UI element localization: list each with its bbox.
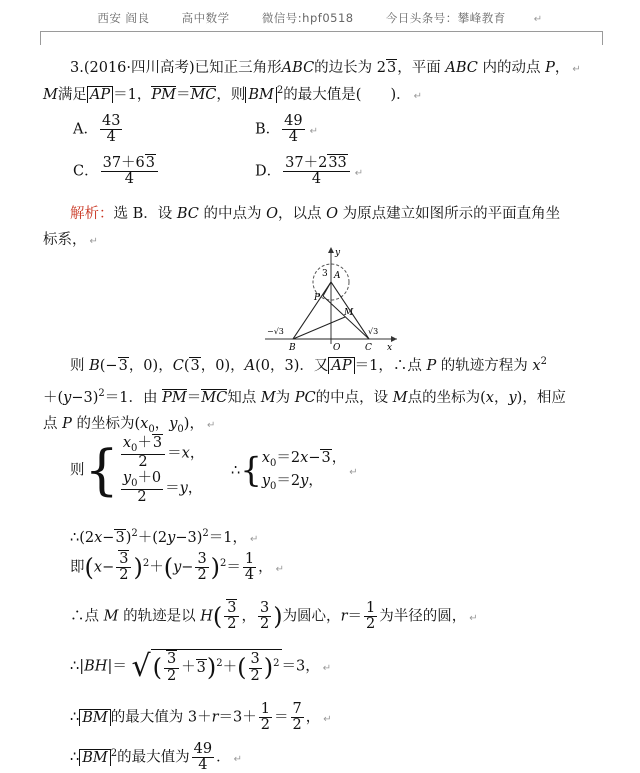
option-a: A． $\frac{43}{4}$ [73,113,121,146]
label-x: x [387,343,393,353]
solution-line-2: 标系， ↵ [43,232,98,248]
segment-ap [323,282,331,296]
solution-line-5: 点 P 的坐标为($x_0$，$y_0$)， ↵ [43,416,216,435]
option-b: B． $\frac{49}{4}$ ↵ [255,113,318,146]
label-3: 3 [322,269,328,279]
problem-number: 3. [70,60,84,76]
coordinate-figure [265,244,405,354]
label-a: A [334,271,341,281]
solution-line-1: 解析：选 B．设 BC 的中点为 O，以点 O 为原点建立如图所示的平面直角坐 [70,206,561,222]
label-p: P [314,293,321,303]
label-y: y [335,248,341,258]
margin-corner-left [40,31,55,45]
solution-line-4: $+(y-3)^2=1$．由 PM＝MC知点 M为 PC的中点，设 M点的坐标为(x，y)，相应 [43,388,566,406]
header-subject: 高中数学 [181,11,230,25]
solution-line-11: ∴ BM $^2$的最大值为 $\frac{49}{4}$ ． ↵ [70,741,242,773]
header-wechat: 微信号:hpf0518 [261,11,354,25]
x-arrow-icon [391,336,397,342]
header-rule [40,31,602,32]
solution-line-6: $\therefore(2x-3)^2+(2y-3)^2=1$， ↵ [70,528,259,546]
header-toutiao: 今日头条号：攀峰教育 [385,11,506,25]
solution-line-3: 则 B(−3，0)，C(3，0)，A(0，3)．又 AP ＝1，∴点 P 的轨迹方程为 $x^2$ [70,356,547,374]
problem-line-2: M满足 AP ＝1，PM＝MC，则 BM $^2$的最大值是( )． ↵ [43,85,422,103]
solution-line-8: ∴点 M 的轨迹是以 H( $\frac{3}{2}$ ， $\frac{3}{2}$ )为圆心，r＝ $\frac{1}{2}$ 为半径的圆， ↵ [70,600,478,633]
page-header: 西安 阎良 高中数学 微信号:hpf0518 今日头条号：攀峰教育 ↵ [97,11,543,25]
label-o: O [333,343,341,353]
solution-system: 则{ $\frac{x_0+3}{2}$ ＝x， $\frac{y_0+0}{2}$ ＝y， ∴{ $x_0=2x-3$， $y_0=2y$， ↵ [70,435,358,505]
solution-line-10: ∴ BM 的最大值为 3＋r＝3＋ $\frac{1}{2}$ ＝ $\frac{7}{2}$ ， ↵ [70,701,332,734]
label-b: B [289,343,296,353]
header-author: 西安 阎良 [97,11,150,25]
option-c: C． $\frac{37+63}{4}$ [73,156,160,187]
solution-line-9: ∴|BH|＝ √( $\frac{3}{2}$ ＋3)$^2$＋( $\frac{3}{2}$ )$^2$ ＝3， ↵ [70,649,332,684]
label-c: C [365,343,372,353]
solution-line-7: 即(x− $\frac{3}{2}$ )$^2$＋(y− $\frac{3}{2}$ )$^2$＝ $\frac{1}{4}$ ， ↵ [70,551,285,584]
problem-source: (2016·四川高考) [83,60,195,76]
solution-tag: 解析： [70,206,114,222]
label-neg-sqrt3: −√3 [267,327,284,336]
margin-corner-right [588,31,603,45]
label-sqrt3: √3 [368,327,379,336]
label-m: M [344,308,354,318]
option-d: D． $\frac{37+233}{4}$ ↵ [255,155,364,188]
y-arrow-icon [328,247,334,253]
problem-line-1: 3.(2016·四川高考)已知正三角形ABC的边长为 23，平面 ABC 内的动点 P， ↵ [70,60,581,76]
